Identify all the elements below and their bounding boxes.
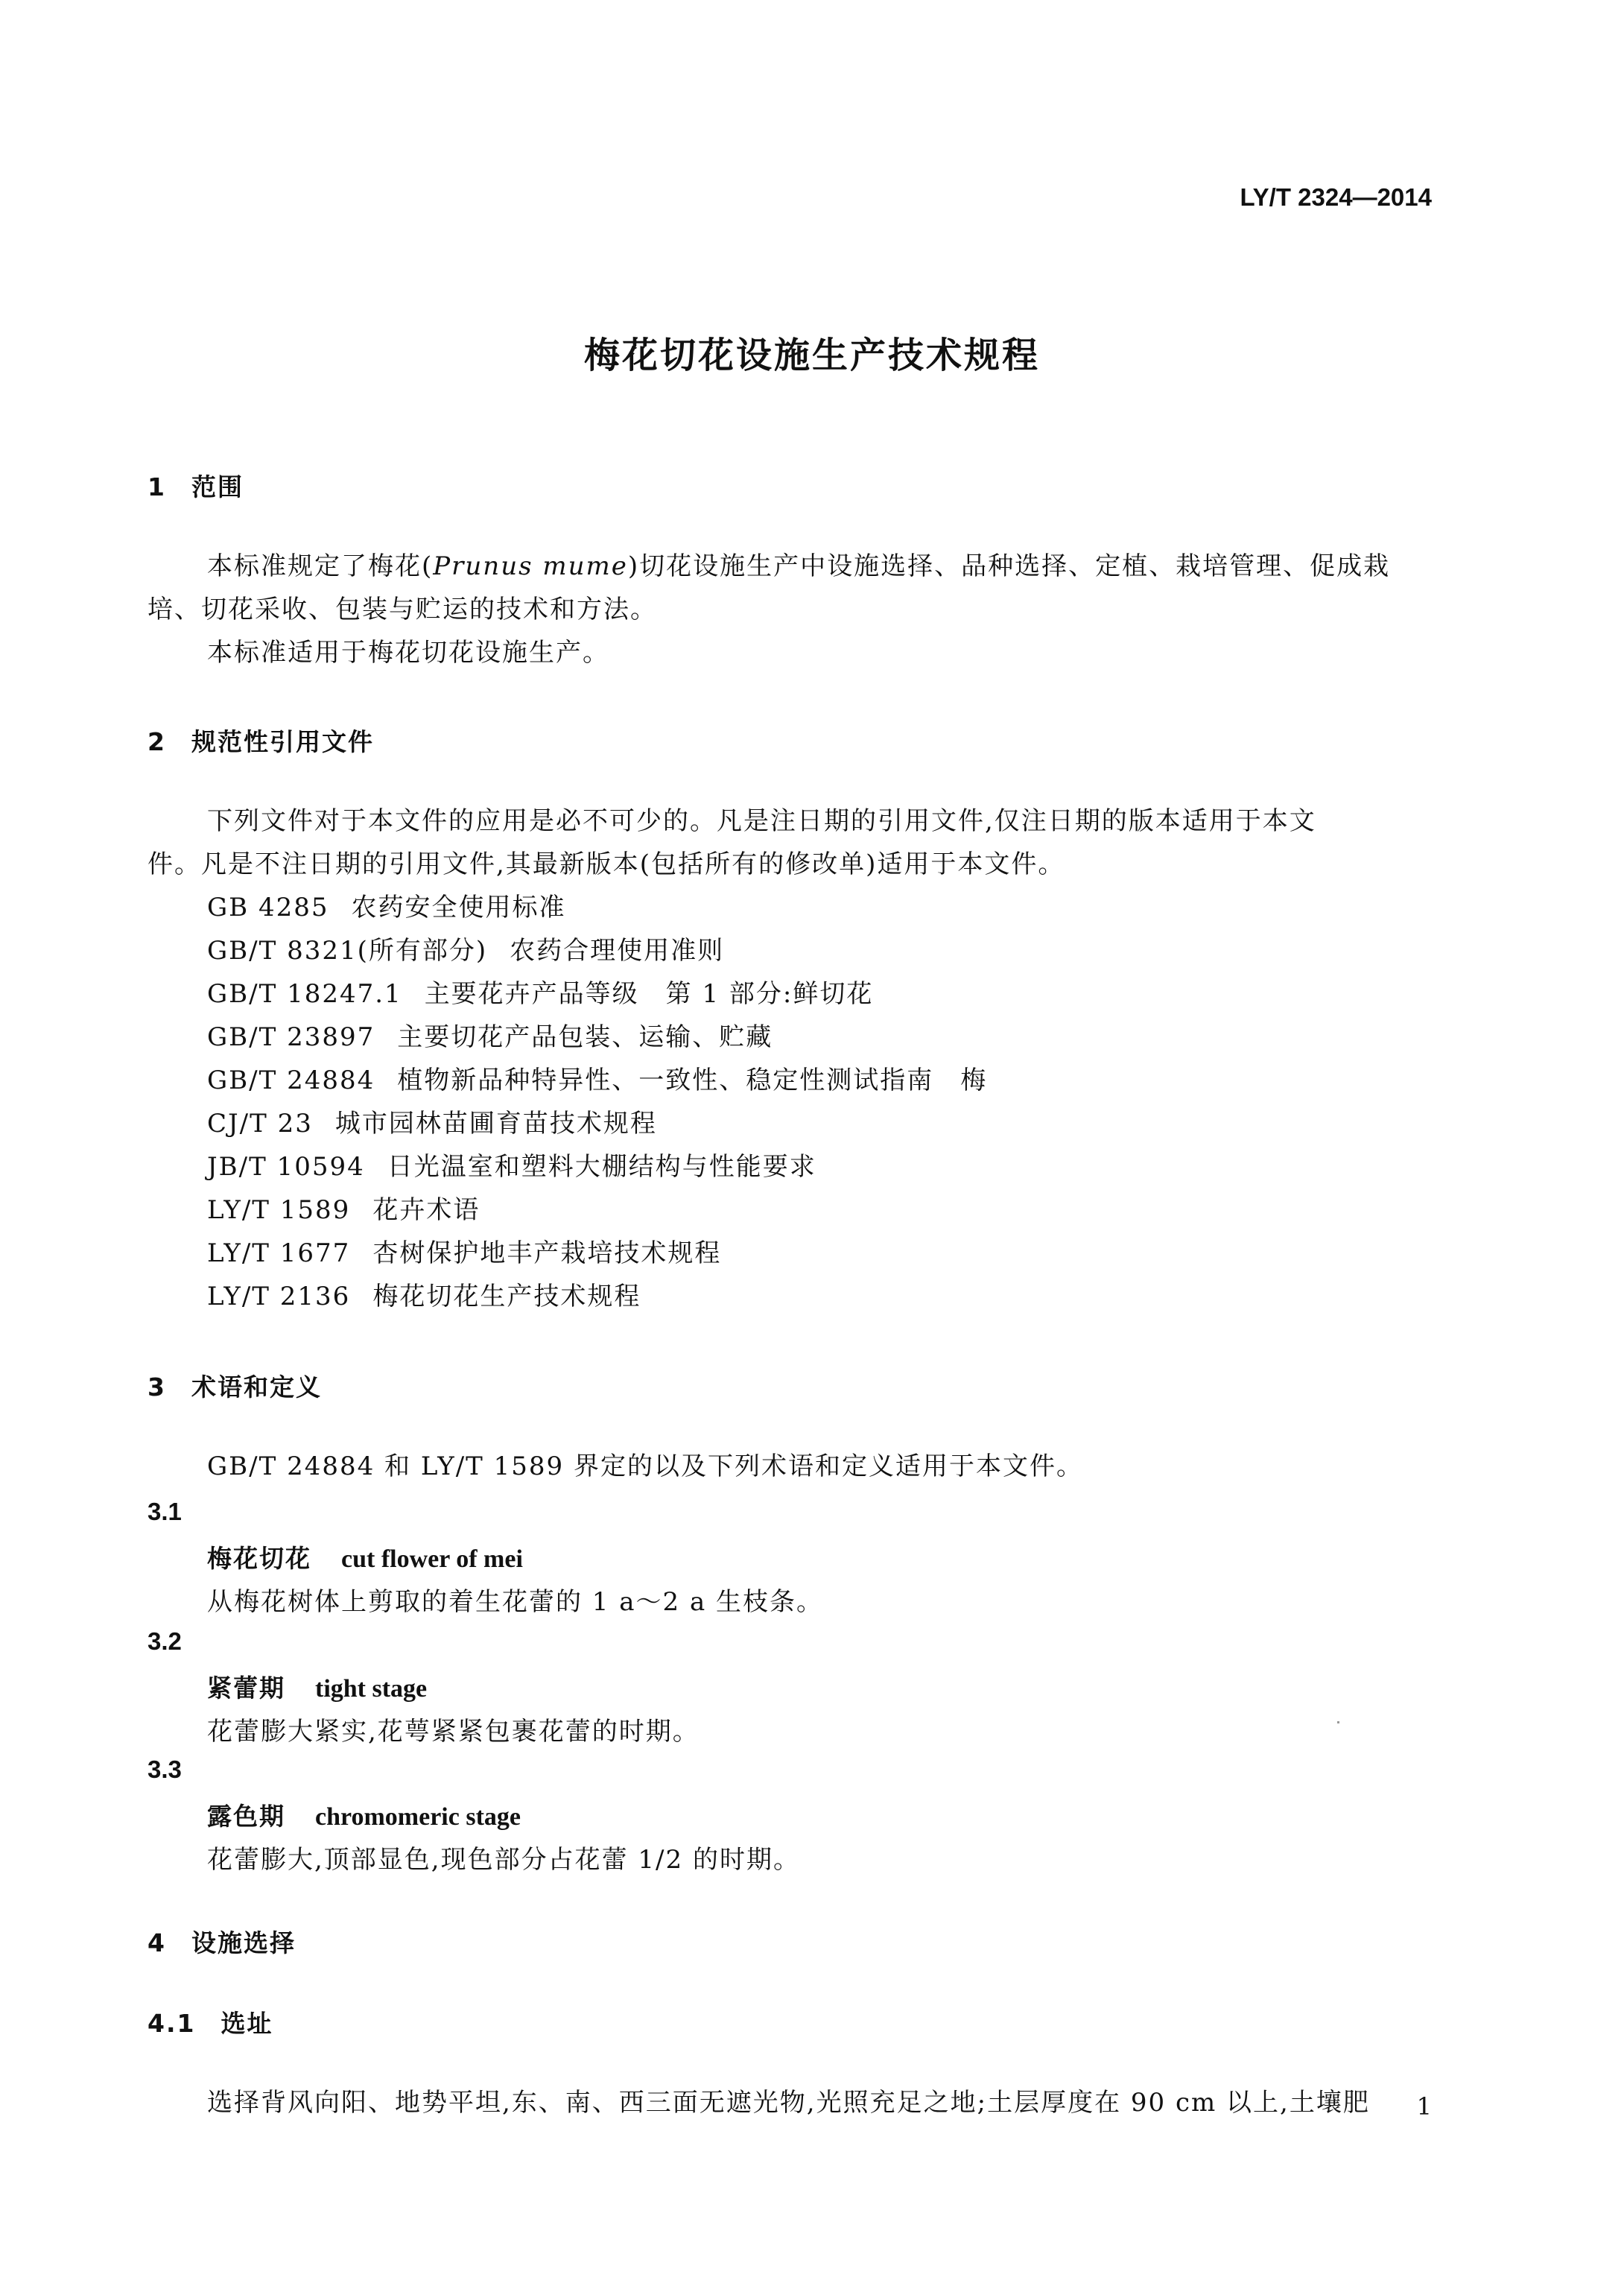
reference-title: 农药合理使用准则	[510, 936, 725, 966]
subsection-4-1-heading	[148, 2004, 273, 2039]
scope-paragraph-2: 本标准适用于梅花切花设施生产。	[207, 638, 609, 668]
reference-code: JB/T 10594	[207, 1152, 365, 1182]
reference-code: GB/T 24884	[207, 1066, 375, 1095]
reference-title: 花卉术语	[372, 1195, 480, 1225]
section-title: 术语和定义	[191, 1373, 322, 1402]
reference-item	[207, 1103, 657, 1139]
section-title: 范围	[191, 472, 244, 501]
scope-paragraph-line1	[207, 545, 1390, 582]
term-english: cut flower of mei	[341, 1545, 523, 1573]
reference-item	[207, 1060, 987, 1096]
term-heading	[207, 1797, 521, 1832]
subsection-title: 选址	[221, 2009, 273, 2038]
term-chinese: 露色期	[207, 1802, 285, 1831]
reference-title: 主要花卉产品等级 第 1 部分:鲜切花	[424, 979, 874, 1009]
reference-title: 杏树保护地丰产栽培技术规程	[372, 1238, 722, 1268]
term-chinese: 梅花切花	[207, 1544, 311, 1573]
reference-item	[207, 1276, 641, 1312]
page-number: 1	[1416, 2092, 1432, 2121]
reference-code: LY/T 1677	[207, 1238, 351, 1268]
section-2-heading	[148, 723, 374, 758]
reference-title: 城市园林苗圃育苗技术规程	[334, 1109, 657, 1139]
reference-title: 梅花切花生产技术规程	[372, 1282, 641, 1311]
reference-code: LY/T 1589	[207, 1195, 351, 1225]
term-number: 3.3	[148, 1755, 182, 1783]
section-3-heading	[148, 1368, 322, 1403]
reference-title: 日光温室和塑料大棚结构与性能要求	[387, 1152, 816, 1182]
reference-code: GB 4285	[207, 893, 329, 922]
reference-item	[207, 1189, 480, 1226]
section-title: 规范性引用文件	[191, 727, 374, 756]
section-number: 2	[148, 727, 166, 756]
reference-title: 主要切花产品包装、运输、贮藏	[397, 1022, 773, 1052]
text-run: )切花设施生产中设施选择、品种选择、定植、栽培管理、促成栽	[627, 551, 1391, 581]
term-definition: 从梅花树体上剪取的着生花蕾的 1 a～2 a 生枝条。	[207, 1587, 824, 1617]
term-english: tight stage	[315, 1675, 428, 1703]
latin-name: Prunus mume	[433, 551, 628, 581]
reference-code: GB/T 8321(所有部分)	[207, 936, 488, 966]
reference-code: LY/T 2136	[207, 1282, 351, 1311]
section-number: 3	[148, 1373, 166, 1402]
reference-item	[207, 1232, 721, 1269]
term-definition: 花蕾膨大,顶部显色,现色部分占花蕾 1/2 的时期。	[207, 1845, 800, 1875]
section-title: 设施选择	[191, 1928, 296, 1957]
term-chinese: 紧蕾期	[207, 1674, 285, 1703]
reference-code: GB/T 18247.1	[207, 979, 402, 1009]
reference-code: GB/T 23897	[207, 1022, 375, 1052]
references-intro-line1: 下列文件对于本文件的应用是必不可少的。凡是注日期的引用文件,仅注日期的版本适用于本文	[207, 806, 1316, 836]
text-run: 本标准规定了梅花(	[207, 551, 434, 581]
reference-code: CJ/T 23	[207, 1109, 313, 1139]
section-1-heading	[148, 468, 244, 503]
reference-item	[207, 930, 724, 966]
reference-item	[207, 973, 873, 1010]
scan-speck	[1337, 1721, 1339, 1723]
reference-item	[207, 1016, 773, 1053]
reference-title: 植物新品种特异性、一致性、稳定性测试指南 梅	[397, 1066, 988, 1095]
term-heading	[207, 1669, 427, 1704]
term-heading	[207, 1539, 523, 1574]
reference-item	[207, 887, 565, 923]
terms-intro: GB/T 24884 和 LY/T 1589 界定的以及下列术语和定义适用于本文件。	[207, 1451, 1083, 1481]
references-intro-line2: 件。凡是不注日期的引用文件,其最新版本(包括所有的修改单)适用于本文件。	[148, 849, 1065, 879]
term-definition: 花蕾膨大紧实,花萼紧紧包裹花蕾的时期。	[207, 1717, 700, 1747]
section-4-heading	[148, 1924, 296, 1959]
subsection-number: 4.1	[148, 2009, 196, 2038]
scope-paragraph-line2: 培、切花采收、包装与贮运的技术和方法。	[148, 595, 657, 624]
reference-item	[207, 1146, 816, 1183]
standard-number: LY/T 2324—2014	[1240, 183, 1432, 211]
term-number: 3.1	[148, 1498, 182, 1525]
term-number: 3.2	[148, 1627, 182, 1655]
term-english: chromomeric stage	[315, 1803, 521, 1831]
reference-title: 农药安全使用标准	[351, 893, 566, 922]
section-number: 4	[148, 1928, 166, 1957]
site-selection-text: 选择背风向阳、地势平坦,东、南、西三面无遮光物,光照充足之地;土层厚度在 90 cm 以上,土壤肥	[207, 2088, 1370, 2118]
section-number: 1	[148, 472, 166, 501]
document-title: 梅花切花设施生产技术规程	[583, 335, 1040, 376]
